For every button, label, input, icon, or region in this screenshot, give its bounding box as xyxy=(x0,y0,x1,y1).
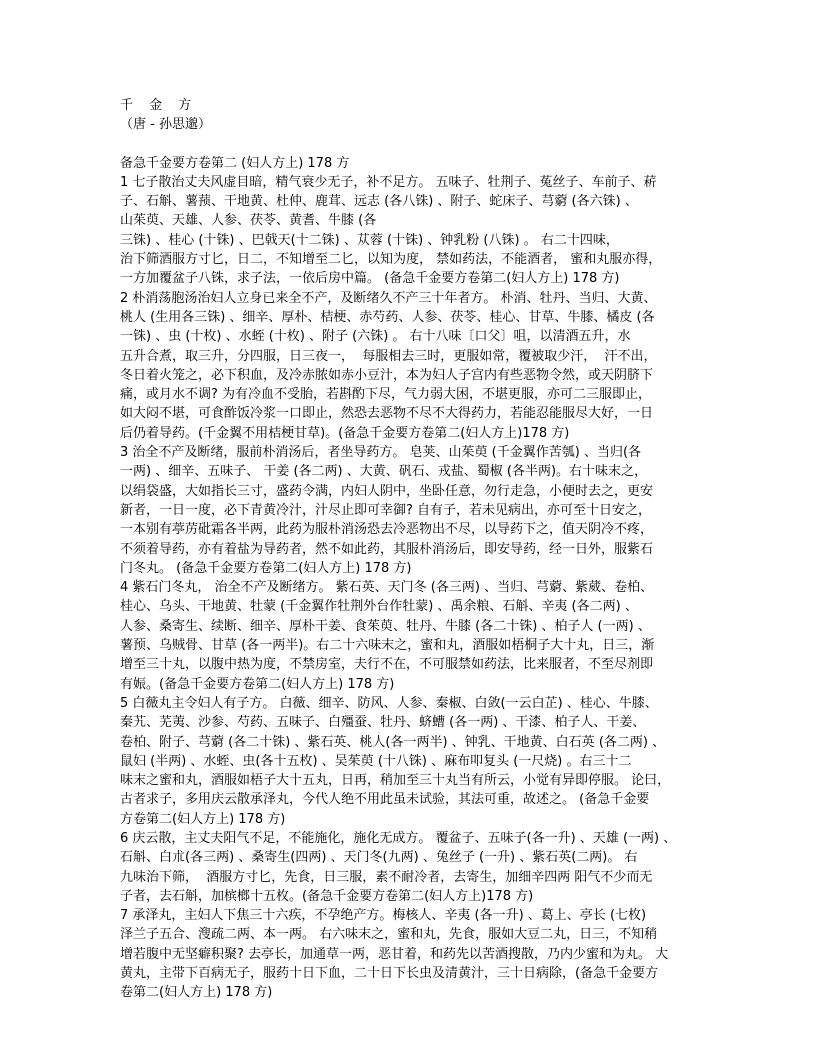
recipe-entry xyxy=(120,173,698,289)
text-line: 3 治全不产及断绪，服前朴消汤后，者坐导药方。 皂荚、山茱萸 (千金翼作苦瓠) 、当归(各 xyxy=(120,445,642,461)
text-line: 薯预、乌贼骨、甘草 (各一两半)。右二十六味末之，蜜和丸，酒服如梧桐子大十丸，日三，渐 xyxy=(120,638,655,654)
text-line: 鼠妇 (半两) 、水蛭、虫(各十五枚) 、吴茱萸 (十八铢) 、麻布叩复头 (一尺烧) 。右三十二 xyxy=(120,753,632,769)
text-line: 一方加覆盆子八铢，求子法，一依后房中篇。 (备急千金要方卷第二(妇人方上) 178 方) xyxy=(120,271,620,287)
text-line: 子者，去石斛，加槟榔十五枚。(备急千金要方卷第二(妇人方上)178 方) xyxy=(120,888,534,904)
text-line: 以绢袋盛，大如指长三寸，盛药令满，内妇人阴中，坐卧任意，勿行走急，小便时去之，更安 xyxy=(120,483,654,499)
text-line: 7 承泽丸，主妇人下焦三十六疾，不孕绝产方。梅核人、辛夷 (各一升) 、葛上、亭长 (七枚) xyxy=(120,908,647,924)
document-title: 千 金 方 xyxy=(120,98,198,113)
recipe-entry xyxy=(120,289,698,443)
text-line: 5 白薇丸主令妇人有子方。 白薇、细辛、防风、人参、秦椒、白敛(一云白芷) 、桂心、牛膝、 xyxy=(120,695,658,711)
text-line: 山茱萸、天雄、人参、茯苓、黄耆、牛膝 (各 xyxy=(120,213,377,229)
text-line: 泽兰子五合、溲疏二两、本一两。 右六味末之，蜜和丸，先食，服如大豆二丸，日三，不知稍 xyxy=(120,927,658,943)
recipe-entry xyxy=(120,829,698,906)
text-line: 桃人 (生用各三铢) 、细辛、厚朴、桔梗、赤芍药、人参、茯苓、桂心、甘草、牛膝、橘皮 (各 xyxy=(120,309,655,325)
text-line: 一两) 、细辛、五味子、 干姜 (各二两) 、大黄、矾石、戎盐、蜀椒 (各半两)。右十味末之， xyxy=(120,464,648,480)
text-line: 6 庆云散，主丈夫阳气不足，不能施化，施化无成方。 覆盆子、五味子(各一升) 、天雄 (一两) 、 xyxy=(120,830,677,846)
text-line: 1 七子散治丈夫风虚目暗，精气衰少无子，补不足方。 五味子、牡荆子、菟丝子、车前子、菥 xyxy=(120,174,657,190)
text-line: 黄丸，主带下百病无子，服药十日下血，二十日下长虫及清黄汁，三十日病除，(备急千金要方 xyxy=(120,966,659,982)
text-line: 桂心、乌头、干地黄、牡蒙 (千金翼作牡荆外台作牡蒙) 、禹余粮、石斛、辛夷 (各二两) 、 xyxy=(120,599,638,615)
text-line: 一本别有葶苈砒霜各半两，此药为服朴消汤恐去冷恶物出不尽，以导药下之，值天阴冷不疼， xyxy=(120,522,654,538)
text-line: 4 紫石门冬丸， 治全不产及断绪方。 紫石英、天门冬 (各三两) 、当归、芎藭、紫葳、卷柏、 xyxy=(120,580,654,596)
text-line: 冬日着火笼之，必下积血，及冷赤脓如赤小豆汁，本为妇人子宫内有些恶物令然，或天阴脐下 xyxy=(120,367,654,383)
text-line: 古者求子，多用庆云散承泽丸，今代人绝不用此虽未试验，其法可重，故述之。 (备急千金要 xyxy=(120,792,650,808)
text-line: 增若腹中无坚癖积聚? 去亭长，加通草一两，恶甘着，和药先以苦酒搜散，乃内少蜜和为丸。 大 xyxy=(120,946,669,962)
text-line: 如大闷不堪，可食酢饭冷浆一口即止，然恐去恶物不尽不大得药力，若能忍能服尽大好，一日 xyxy=(120,406,654,422)
spacer xyxy=(120,135,698,154)
text-line: 卷第二(妇人方上) 178 方) xyxy=(120,985,273,1001)
text-line: 新者，一日一度，必下青黄冷汁，汁尽止即可幸御? 自有子，若未见病出，亦可至十日安之， xyxy=(120,502,652,518)
recipe-entries xyxy=(120,173,698,1003)
document-author: （唐 - 孙思邈） xyxy=(120,117,211,133)
text-line: 人参、桑寄生、续断、细辛、厚朴干姜、食茱萸、牡丹、牛膝 (各二十铢) 、柏子人 (一两) 、 xyxy=(120,618,651,634)
text-line: 方卷第二(妇人方上) 178 方) xyxy=(120,811,286,827)
text-line: 增至三十丸，以腹中热为度，不禁房室，夫行不在，不可服禁如药法，比来服者，不至尽剂即 xyxy=(120,657,654,673)
text-line: 痛，或月水不调? 为有冷血不受胎，若斟酌下尽，气力弱大困，不堪更服，亦可二三服即止， xyxy=(120,387,652,403)
text-line: 九味治下筛， 酒服方寸匕，先食，日三服，素不耐冷者，去寄生，加细辛四两 阳气不少而无 xyxy=(120,869,653,885)
text-line: 一铢) 、虫 (十枚) 、水蛭 (十枚) 、附子 (六铢) 。 右十八味〔口父〕咀，以清酒五升，水 xyxy=(120,329,631,345)
text-line: 五升合煮，取三升，分四服，日三夜一， 每服相去三时，更服如常，覆被取少汗， 汗不出， xyxy=(120,348,657,364)
text-line: 后仍着导药。(千金翼不用桔梗甘草)。(备急千金要方卷第二(妇人方上)178 方) xyxy=(120,425,570,441)
text-line: 石斛、白朮(各三两) 、桑寄生(四两) 、天门冬(九两) 、兔丝子 (一升) 、紫石英(二两)。 右 xyxy=(120,850,638,866)
text-line: 秦艽、芜荑、沙参、芍药、五味子、白殭蚕、牡丹、蛴螬 (各一两) 、干漆、柏子人、干姜、 xyxy=(120,715,646,731)
text-line: 治下筛酒服方寸匕，日二，不知增至二匕，以知为度， 禁如药法，不能酒者， 蜜和丸服亦得， xyxy=(120,252,662,268)
recipe-entry xyxy=(120,578,698,694)
book-heading: 备急千金要方卷第二 (妇人方上) 178 方 xyxy=(120,155,350,171)
text-line: 2 朴消荡胞汤治妇人立身已来全不产，及断绪久不产三十年者方。 朴消、牡丹、当归、大黄、 xyxy=(120,290,657,306)
recipe-entry xyxy=(120,694,698,829)
text-line: 门冬丸。 (备急千金要方卷第二(妇人方上) 178 方) xyxy=(120,560,412,576)
text-line: 三铢) 、桂心 (十铢) 、巴戟天(十二铢) 、苁蓉 (十铢) 、钟乳粉 (八铢) 。 右二十四味， xyxy=(120,232,619,248)
text-line: 卷柏、附子、芎藭 (各二十铢) 、紫石英、桃人(各一两半) 、钟乳、干地黄、白石英 (各二两) 、 xyxy=(120,734,666,750)
recipe-entry xyxy=(120,443,698,578)
recipe-entry xyxy=(120,906,698,1002)
text-line: 味末之蜜和丸，酒服如梧子大十五丸，日再，稍加至三十丸当有所云，小觉有异即停服。 论曰， xyxy=(120,773,671,789)
text-line: 子、石斛、薯蓣、干地黄、杜仲、鹿茸、远志 (各八铢) 、附子、蛇床子、芎藭 (各六铢) 、 xyxy=(120,194,638,210)
text-line: 不须着导药，亦有着盐为导药者，然不如此药，其服朴消汤后，即安导药，经一日外，服紫石 xyxy=(120,541,654,557)
document-page xyxy=(120,96,698,1003)
text-line: 有娠。(备急千金要方卷第二(妇人方上) 178 方) xyxy=(120,676,395,692)
